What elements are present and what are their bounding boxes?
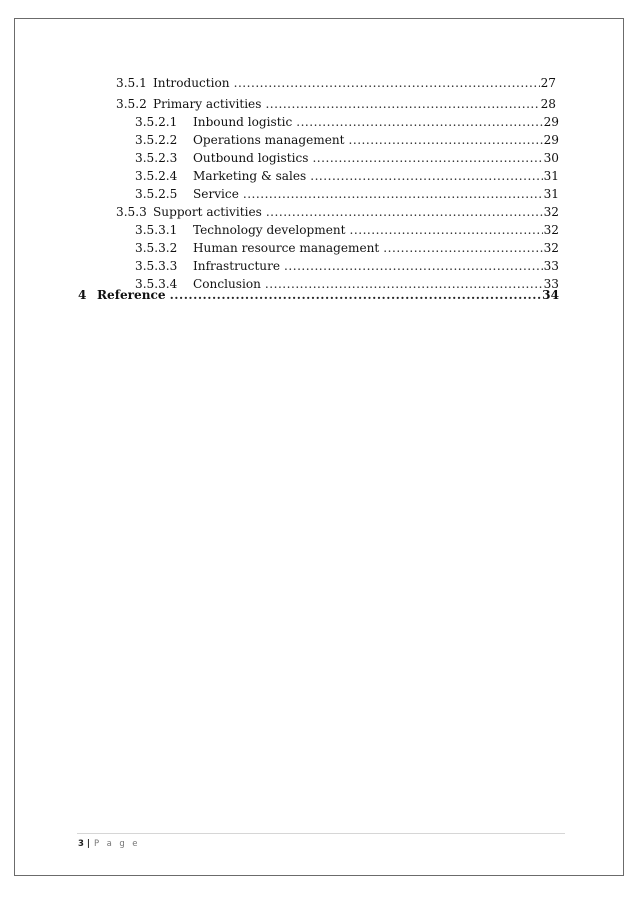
toc-entry-title: Service — [193, 187, 239, 201]
toc-entry-page: 30 — [543, 151, 559, 165]
toc-entry[interactable] — [135, 149, 559, 167]
toc-entry-number: 3.5.3.1 — [135, 223, 178, 237]
toc-leader-dots — [312, 149, 542, 167]
toc-entry-page: 31 — [543, 169, 559, 183]
toc-leader-dots — [350, 221, 543, 239]
toc-entry-page: 34 — [542, 288, 559, 302]
toc-entry-reference[interactable] — [78, 286, 559, 304]
toc-entry-number: 3.5.1 — [116, 76, 147, 90]
toc-entry-number: 3.5.2.5 — [135, 187, 178, 201]
toc-entry-page: 32 — [543, 241, 559, 255]
toc-entry-page: 31 — [543, 187, 559, 201]
toc-entry-title: Outbound logistics — [193, 151, 309, 165]
toc-leader-dots — [234, 74, 540, 92]
footer-separator: | — [86, 839, 91, 849]
toc-entry-title: Reference — [97, 288, 166, 302]
toc-entry-number: 3.5.2 — [116, 97, 147, 111]
page-footer — [78, 837, 140, 851]
toc-entry-page: 29 — [543, 133, 559, 147]
toc-entry-page: 33 — [543, 277, 559, 291]
toc-entry[interactable] — [135, 257, 559, 275]
toc-entry-number: 4 — [78, 288, 87, 302]
toc-entry-title: Primary activities — [153, 97, 262, 111]
toc-entry-number: 3.5.2.4 — [135, 169, 178, 183]
toc-leader-dots — [284, 257, 543, 275]
toc-entry-number: 3.5.3.3 — [135, 259, 178, 273]
toc-entry-number: 3.5.3.2 — [135, 241, 178, 255]
footer-page-number: 3 — [78, 839, 84, 849]
toc-entry[interactable] — [116, 74, 556, 92]
footer-divider — [77, 833, 565, 834]
toc-entry-title: Inbound logistic — [193, 115, 293, 129]
toc-entry-number: 3.5.2.3 — [135, 151, 178, 165]
toc-entry-title: Conclusion — [193, 277, 261, 291]
toc-leader-dots — [265, 95, 539, 113]
toc-entry-title: Operations management — [193, 133, 345, 147]
table-of-contents — [0, 0, 638, 320]
toc-entry[interactable] — [135, 221, 559, 239]
toc-entry-page: 32 — [543, 223, 559, 237]
toc-leader-dots — [170, 286, 542, 304]
toc-entry-title: Technology development — [193, 223, 346, 237]
toc-entry-page: 29 — [543, 115, 559, 129]
toc-entry[interactable] — [135, 185, 559, 203]
toc-entry-number: 3.5.2.1 — [135, 115, 178, 129]
toc-entry[interactable] — [116, 95, 556, 113]
toc-leader-dots — [383, 239, 542, 257]
toc-leader-dots — [349, 131, 543, 149]
toc-entry-title: Support activities — [153, 205, 262, 219]
toc-entry-title: Human resource management — [193, 241, 380, 255]
toc-entry-page: 32 — [543, 205, 559, 219]
toc-entry-number: 3.5.3 — [116, 205, 147, 219]
toc-entry-page: 33 — [543, 259, 559, 273]
toc-entry-page: 27 — [540, 76, 556, 90]
footer-page-label: P a g e — [94, 839, 140, 849]
toc-entry-number: 3.5.3.4 — [135, 277, 178, 291]
toc-leader-dots — [310, 167, 542, 185]
toc-entry[interactable] — [135, 239, 559, 257]
toc-leader-dots — [266, 203, 543, 221]
toc-entry-number: 3.5.2.2 — [135, 133, 178, 147]
toc-leader-dots — [296, 113, 542, 131]
toc-entry[interactable] — [135, 131, 559, 149]
toc-entry[interactable] — [116, 203, 559, 221]
toc-entry[interactable] — [135, 167, 559, 185]
toc-entry-title: Marketing & sales — [193, 169, 307, 183]
toc-entry-page: 28 — [540, 97, 556, 111]
toc-entry-title: Infrastructure — [193, 259, 281, 273]
toc-entry-title: Introduction — [153, 76, 230, 90]
toc-leader-dots — [243, 185, 543, 203]
toc-entry[interactable] — [135, 113, 559, 131]
